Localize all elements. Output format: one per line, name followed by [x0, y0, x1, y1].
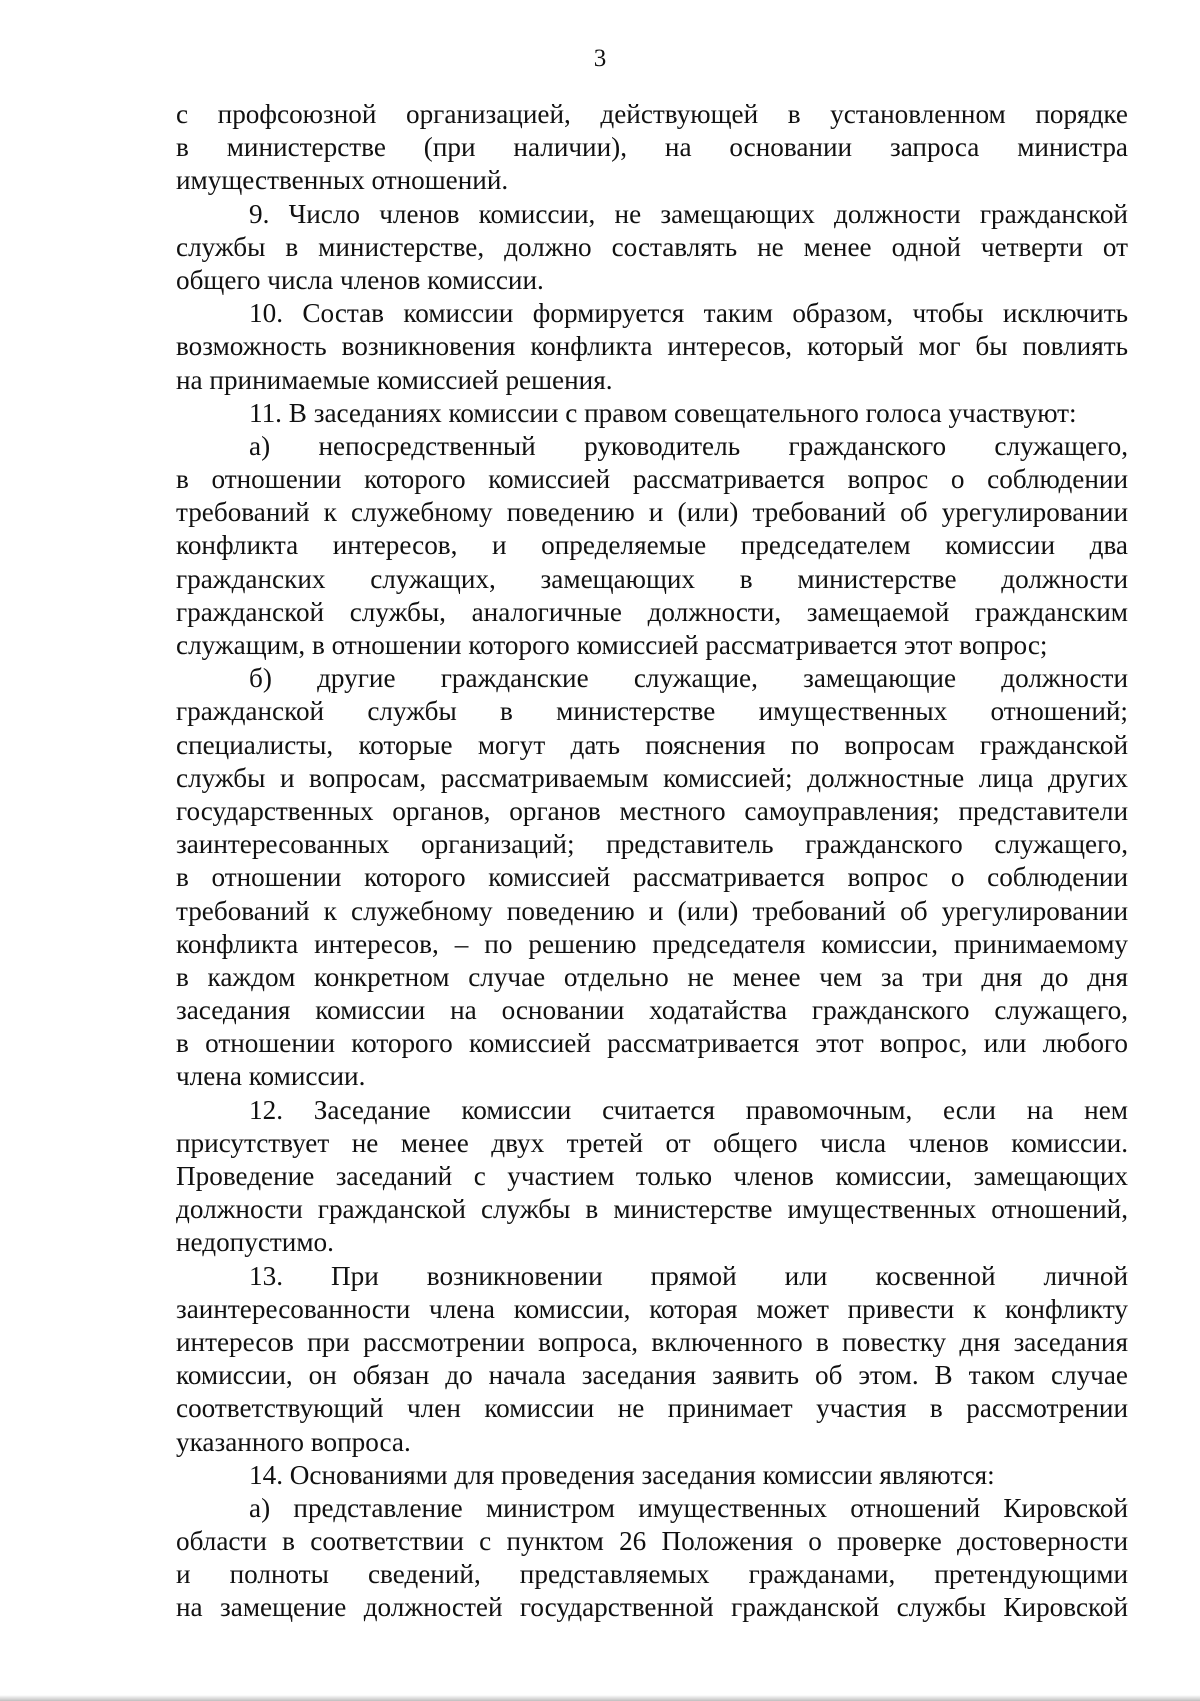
page-number: 3 [593, 45, 607, 72]
text-line: гражданской службы в министерстве имущественных отношений; [176, 696, 1128, 727]
text-line: указанного вопроса. [176, 1426, 411, 1457]
text-line: интересов при рассмотрении вопроса, включенного в повестку дня заседания [176, 1326, 1128, 1357]
text-line: конфликта интересов, и определяемые председателем комиссии два [176, 530, 1128, 561]
text-line: возможность возникновения конфликта интересов, который мог бы повлиять [176, 331, 1128, 362]
text-line: а) непосредственный руководитель гражданского служащего, [249, 430, 1128, 461]
text-line: и полноты сведений, представляемых гражданами, претендующими [176, 1559, 1128, 1590]
text-line: 9. Число членов комиссии, не замещающих должности гражданской [249, 198, 1128, 229]
text-line: с профсоюзной организацией, действующей в установленном порядке [176, 99, 1128, 129]
scan-edge-shadow [0, 1695, 1200, 1701]
text-line: в отношении которого комиссией рассматривается этот вопрос, или любого [176, 1028, 1128, 1059]
text-line: на принимаемые комиссией решения. [176, 364, 613, 395]
text-line: недопустимо. [176, 1227, 334, 1258]
text-line: члена комиссии. [176, 1061, 366, 1092]
text-line: 13. При возникновении прямой или косвенной личной [249, 1260, 1128, 1291]
text-line: общего числа членов комиссии. [176, 264, 544, 295]
text-line: присутствует не менее двух третей от общего числа членов комиссии. [176, 1127, 1128, 1158]
text-line: требований к служебному поведению и (или) требований об урегулировании [176, 895, 1128, 926]
text-line: области в соответствии с пунктом 26 Положения о проверке достоверности [176, 1526, 1128, 1557]
text-line: в отношении которого комиссией рассматривается вопрос о соблюдении [176, 862, 1128, 893]
text-line: на замещение должностей государственной гражданской службы Кировской [176, 1592, 1128, 1623]
text-line: в отношении которого комиссией рассматривается вопрос о соблюдении [176, 464, 1128, 495]
text-line: государственных органов, органов местного самоуправления; представители [176, 795, 1128, 826]
text-line: служащим, в отношении которого комиссией рассматривается этот вопрос; [176, 630, 1048, 660]
text-line: Проведение заседаний с участием только членов комиссии, замещающих [176, 1161, 1128, 1191]
text-line: специалисты, которые могут дать пояснения по вопросам гражданской [176, 729, 1128, 760]
text-line: в министерстве (при наличии), на основании запроса министра [176, 132, 1128, 163]
text-line: требований к служебному поведению и (или) требований об урегулировании [176, 497, 1128, 528]
document-body [176, 98, 1128, 1625]
text-line: заинтересованных организаций; представитель гражданского служащего, [176, 829, 1128, 860]
text-line: заинтересованности члена комиссии, которая может привести к конфликту [176, 1293, 1128, 1324]
text-line: имущественных отношений. [176, 165, 509, 196]
text-line: 10. Состав комиссии формируется таким образом, чтобы исключить [249, 298, 1128, 329]
text-line: должности гражданской службы в министерстве имущественных отношений, [176, 1194, 1128, 1225]
text-line: службы и вопросам, рассматриваемым комиссией; должностные лица других [176, 762, 1128, 793]
text-line: в каждом конкретном случае отдельно не менее чем за три дня до дня [176, 961, 1128, 992]
text-line: б) другие гражданские служащие, замещающие должности [249, 663, 1128, 694]
text-line: а) представление министром имущественных отношений Кировской [249, 1492, 1128, 1523]
text-line: соответствующий член комиссии не принимает участия в рассмотрении [176, 1393, 1128, 1424]
text-line: 14. Основаниями для проведения заседания комиссии являются: [249, 1459, 995, 1490]
text-line: гражданских служащих, замещающих в министерстве должности [176, 563, 1128, 594]
text-line: конфликта интересов, – по решению председателя комиссии, принимаемому [176, 928, 1128, 959]
text-line: службы в министерстве, должно составлять не менее одной четверти от [176, 231, 1128, 262]
text-line: гражданской службы, аналогичные должности, замещаемой гражданским [176, 596, 1128, 627]
text-line: комиссии, он обязан до начала заседания заявить об этом. В таком случае [176, 1360, 1128, 1391]
text-line: 11. В заседаниях комиссии с правом совещательного голоса участвуют: [249, 397, 1077, 428]
text-line: 12. Заседание комиссии считается правомочным, если на нем [249, 1094, 1128, 1125]
text-line: заседания комиссии на основании ходатайства гражданского служащего, [176, 995, 1128, 1026]
